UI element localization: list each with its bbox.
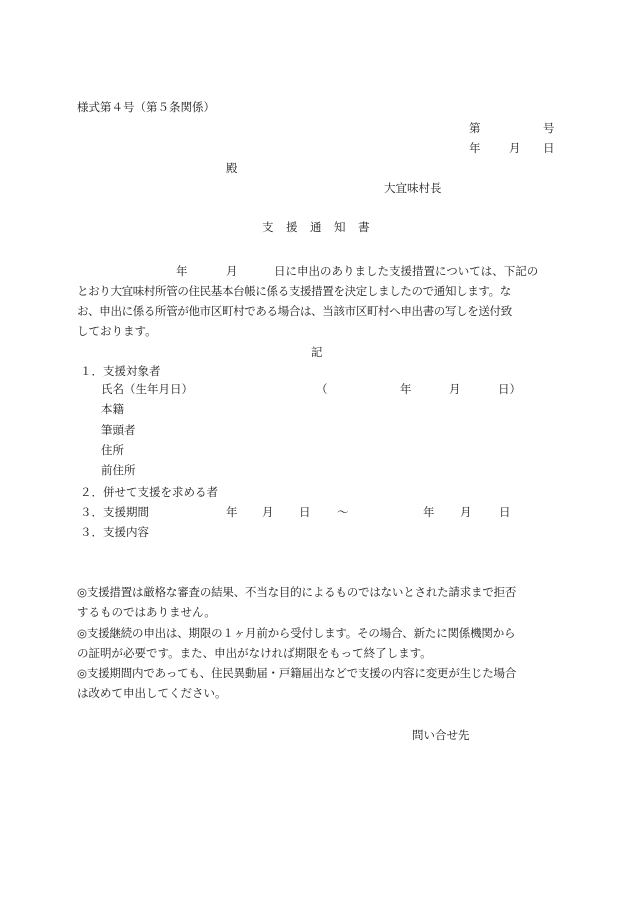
period-from-month: 月	[262, 505, 274, 519]
intro-line-3: お、申出に係る所管が他市区町村である場合は、当該市区町村へ申出書の写しを送付致	[77, 304, 512, 318]
intro-line-4: しております。	[77, 324, 157, 338]
period-from-year: 年	[226, 505, 238, 519]
note-1-line-2: するものではありません。	[77, 605, 216, 619]
section-1-label: １．支援対象者	[80, 364, 161, 378]
note-2-line-2: の証明が必要です。また、申出がなければ期限をもって終了します。	[77, 646, 432, 660]
address-label: 住所	[101, 443, 124, 457]
note-1-line-1: ◎支援措置は厳格な審査の結果、不当な目的によるものではないとされた請求まで拒否	[77, 585, 517, 599]
issuer: 大宜味村長	[384, 181, 442, 195]
document-title: 支 援 通 知 書	[262, 220, 370, 234]
note-3-line-2: は改めて申出してください。	[77, 686, 227, 700]
dob-month: 月	[449, 382, 461, 396]
period-to-day: 日	[499, 505, 511, 519]
doc-number-suffix: 号	[543, 121, 555, 135]
form-number: 様式第４号（第５条関係）	[77, 100, 215, 114]
period-to-month: 月	[460, 505, 472, 519]
intro-line-2: とおり大宜味村所管の住民基本台帳に係る支援措置を決定しましたので通知します。な	[77, 284, 511, 298]
period-tilde: ～	[337, 505, 349, 519]
date-year: 年	[469, 141, 481, 155]
hittosha-label: 筆頭者	[101, 423, 136, 437]
section-2-label: ２．併せて支援を求める者	[80, 485, 218, 499]
date-day: 日	[543, 141, 555, 155]
note-3-line-1: ◎支援期間内であっても、住民異動届・戸籍届出などで支援の内容に変更が生じた場合	[77, 666, 517, 680]
section-3-period-label: ３．支援期間	[80, 505, 149, 519]
dob-year: 年	[400, 382, 412, 396]
previous-address-label: 前住所	[101, 463, 136, 477]
note-2-line-1: ◎支援継続の申出は、期限の１ヶ月前から受付します。その場合、新たに関係機関から	[77, 626, 516, 640]
intro-line-1: 日に申出のありました支援措置については、下記の	[274, 264, 539, 278]
name-dob-label: 氏名（生年月日）	[101, 382, 193, 396]
dob-day: 日）	[498, 382, 521, 396]
contact-label: 問い合せ先	[412, 728, 470, 742]
doc-number-prefix: 第	[469, 121, 481, 135]
honseki-label: 本籍	[101, 402, 124, 416]
intro-date-month: 月	[226, 264, 238, 278]
dob-open-paren: （	[316, 382, 328, 396]
intro-date-year: 年	[176, 264, 188, 278]
period-to-year: 年	[423, 505, 435, 519]
date-month: 月	[509, 141, 521, 155]
period-from-day: 日	[299, 505, 311, 519]
section-3-content-label: ３．支援内容	[80, 525, 149, 539]
ki-heading: 記	[311, 345, 323, 359]
addressee-suffix: 殿	[226, 161, 238, 175]
